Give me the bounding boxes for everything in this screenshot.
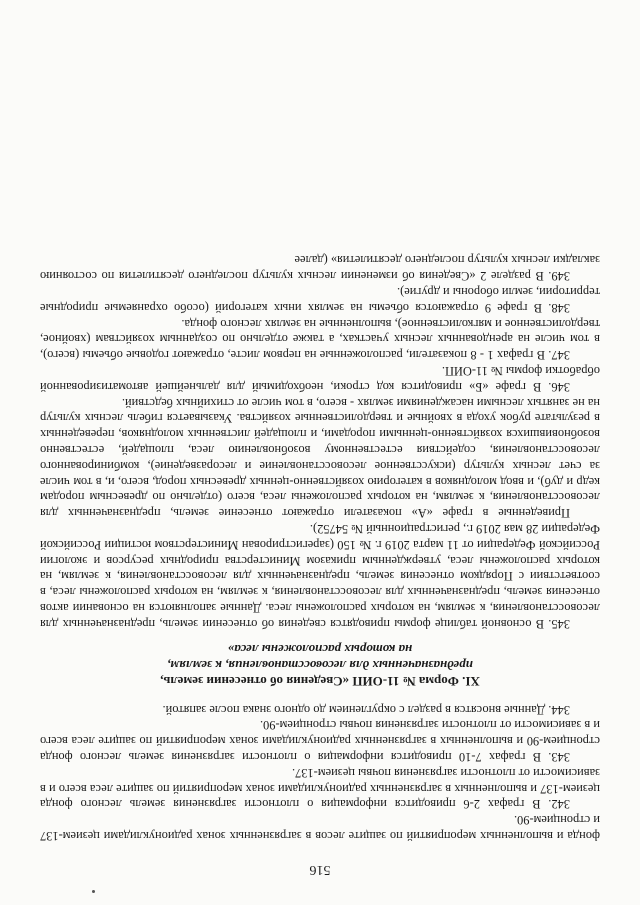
page-number: 516	[309, 862, 331, 877]
paragraph-345: 345. В основной таблице формы приводятся сведения об отнесении земель, предназначенных для лесовосстановления, к землям, на которых расположены леса. Данные заполняются на основании актов отнесения земель, предназначенных для лесовосстановления, к землям, на которых расположены леса, в соответствии с Порядком отнесения земель, предназначенных для лесовосстановления, к землям, на которых расположены леса, утвержденным приказом Министерства природных ресурсов и экологии Российской Федерации от 11 марта 2019 г. № 150 (зарегистрирован Министерством юстиции Российской Федерации 28 мая 2019 г., регистрационный № 54752).	[40, 522, 600, 631]
paragraph-349: 349. В разделе 2 «Сведения об изменении лесных культур последнего десятилетия по состоянию закладки лесных культур последнего десятилетия» (далее	[40, 253, 600, 284]
section-title-line-1: XI. Форма № 11-ОИП «Сведения об отнесении земель,	[160, 673, 480, 689]
document-body	[40, 252, 600, 843]
paragraph-348: 348. В графе 9 отражаются объемы на землях иных категорий (особо охраняемые природные территории, земли обороны и другие).	[40, 285, 600, 315]
scan-speck	[92, 890, 95, 893]
paragraph-continuation: фонда и выполненных мероприятий по защите лесов в загрязненных зонах радионуклидами цезием-137 и стронцием-90.	[40, 813, 600, 843]
paragraph-347: 347. В графах 1 - 8 показатели, расположенные на первом листе, отражают годовые объемы (всего), в том числе на арендованных лесных участках, а также отдельно по созданным хозяйствам (хвойное, твердолиственное и мягколиственное), выполненные на землях лесного фонда.	[40, 316, 600, 363]
paragraph-343: 343. В графах 7-10 приводится информация о плотности загрязнения земель лесного фонда стронцием-90 и выполненных в загрязненных радионуклидами зонах мероприятий по защите леса всего и в зависимости от плотности загрязнения почвы стронцием-90.	[40, 718, 600, 765]
section-title-line-2: предназначенных для лесовосстановления, к землям,	[167, 657, 473, 673]
paragraph-graph-a: Приведенные в графе «А» показатели отражают отнесение земель, предназначенных для лесовосстановления, к землям, на которых расположены леса, всего (отдельно по древесным породам кедр и дуб), и ввод молодняков в категорию хозяйственно-ценных древесных пород, всего, и, в том числе за счет лесных культур (искусственное лесовосстановление и лесоразведение), комбинированного лесовосстановления, содействия естественному возобновлению леса, площадей, естественно возобновившихся хозяйственно-ценными породами, и площадей лиственных молодняков, переведенных в результате рубок ухода в хвойные и твердолиственные хозяйства. Указывается гибель лесных культур на не занятых лесными насаждениями землях - всего, в том числе от стихийных бедствий.	[40, 395, 600, 521]
paragraph-346: 346. В графе «Б» приводится код строки, необходимый для дальнейшей автоматизированной обработки формы № 11-ОИП.	[40, 364, 600, 394]
paragraph-344: 344. Данные вносятся в раздел с округлением до одного знака после запятой.	[162, 702, 570, 717]
section-title-line-3: на которых расположены леса»	[227, 641, 413, 657]
paragraph-342: 342. В графах 2-6 приводится информация о плотности загрязнения земель лесного фонда цезием-137 и выполненных в загрязненных радионуклидами зонах мероприятий по защите леса всего и в зависимости от плотности загрязнения почвы цезием-137.	[40, 765, 600, 812]
section-title	[40, 641, 600, 689]
